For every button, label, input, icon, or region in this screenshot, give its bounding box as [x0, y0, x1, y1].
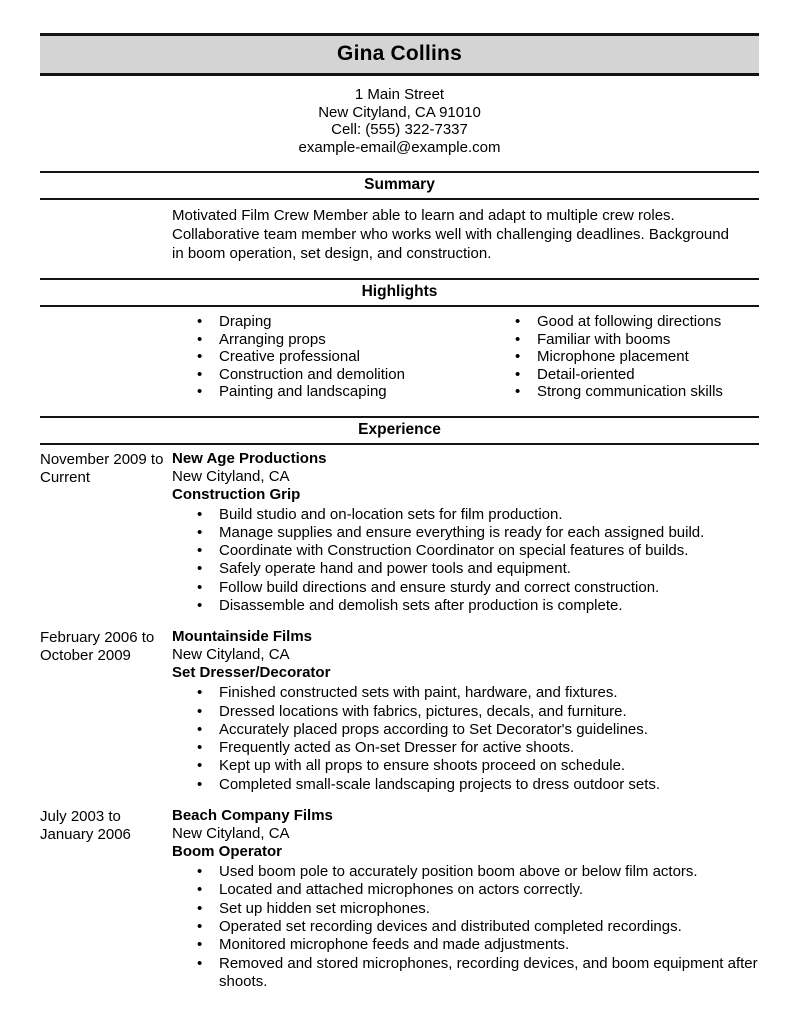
- job-bullet: • Coordinate with Construction Coordinator on special features of builds.: [197, 542, 759, 560]
- job-dates: [40, 807, 172, 991]
- job-bullet: • Monitored microphone feeds and made adjustments.: [197, 936, 759, 954]
- job-bullet: • Build studio and on-location sets for film production.: [197, 506, 759, 524]
- job-bullet: • Finished constructed sets with paint, hardware, and fixtures.: [197, 684, 759, 702]
- contact-email: example-email@example.com: [298, 138, 501, 156]
- job-bullet: • Used boom pole to accurately position boom above or below film actors.: [197, 863, 759, 881]
- section-experience: [40, 416, 759, 992]
- job-location: New Cityland, CA: [172, 825, 290, 843]
- job-bullet: • Operated set recording devices and distributed completed recordings.: [197, 918, 759, 936]
- job-bullet: • Set up hidden set microphones.: [197, 900, 759, 918]
- job-details: [172, 628, 759, 794]
- highlight-item: • Construction and demolition: [197, 366, 467, 384]
- job-bullet: • Accurately placed props according to Set Decorator's guidelines.: [197, 721, 759, 739]
- job-location: New Cityland, CA: [172, 467, 290, 485]
- highlights-list-left: [172, 313, 467, 401]
- highlight-item: • Creative professional: [197, 348, 467, 366]
- job-role: Set Dresser/Decorator: [172, 664, 331, 682]
- highlights-columns: [40, 313, 759, 401]
- job-bullet: • Safely operate hand and power tools and equipment.: [197, 560, 759, 578]
- highlight-item: • Familiar with booms: [515, 331, 723, 349]
- person-name: Gina Collins: [337, 42, 462, 65]
- job-bullets: [172, 684, 759, 794]
- summary-section-title: Summary: [40, 171, 759, 200]
- contact-address-line1: 1 Main Street: [354, 86, 445, 103]
- job-bullets: [172, 863, 759, 991]
- job-bullet: • Follow build directions and ensure sturdy and correct construction.: [197, 579, 759, 597]
- job-date-line: January 2006: [40, 826, 131, 844]
- job-location: New Cityland, CA: [172, 646, 290, 664]
- experience-job: [40, 450, 759, 616]
- contact-phone: Cell: (555) 322-7337: [331, 121, 468, 138]
- job-bullet: • Frequently acted as On-set Dresser for active shoots.: [197, 739, 759, 757]
- job-bullet: • Removed and stored microphones, recording devices, and boom equipment after shoots.: [197, 955, 759, 992]
- highlights-column-right: [490, 313, 723, 401]
- summary-text: Motivated Film Crew Member able to learn and adapt to multiple crew roles. Collaborative team member who works well with challenging deadlines. Background in boom operation, set design, and construction.: [172, 207, 729, 262]
- job-bullet: • Kept up with all props to ensure shoots proceed on schedule.: [197, 757, 759, 775]
- highlights-column-left: [172, 313, 467, 401]
- job-company: Mountainside Films: [172, 628, 313, 646]
- experience-section-title: Experience: [40, 416, 759, 445]
- job-dates: [40, 450, 172, 616]
- job-dates: [40, 628, 172, 794]
- job-bullet: • Manage supplies and ensure everything is ready for each assigned build.: [197, 524, 759, 542]
- job-date-line: October 2009: [40, 647, 131, 665]
- job-role: Boom Operator: [172, 843, 283, 861]
- contact-block: [40, 86, 759, 156]
- contact-address-line2: New Cityland, CA 91010: [318, 103, 481, 121]
- job-company: New Age Productions: [172, 449, 327, 467]
- highlight-item: • Microphone placement: [515, 348, 723, 366]
- experience-job: [40, 807, 759, 991]
- job-bullet: • Completed small-scale landscaping projects to dress outdoor sets.: [197, 776, 759, 794]
- job-company: Beach Company Films: [172, 807, 333, 825]
- name-banner: [40, 33, 759, 76]
- job-date-line: November 2009 to: [40, 450, 164, 468]
- job-details: [172, 450, 759, 616]
- job-date-line: July 2003 to: [40, 808, 121, 826]
- highlight-item: • Strong communication skills: [515, 383, 723, 401]
- highlight-item: • Arranging props: [197, 331, 467, 349]
- highlight-item: • Draping: [197, 313, 467, 331]
- job-bullet: • Dressed locations with fabrics, pictures, decals, and furniture.: [197, 703, 759, 721]
- highlights-list-right: [490, 313, 723, 401]
- highlights-section-title: Highlights: [40, 278, 759, 307]
- section-summary: [40, 171, 759, 263]
- highlight-item: • Detail-oriented: [515, 366, 723, 384]
- job-bullet: • Located and attached microphones on actors correctly.: [197, 881, 759, 899]
- highlight-item: • Good at following directions: [515, 313, 723, 331]
- job-date-line: Current: [40, 468, 91, 486]
- job-bullet: • Disassemble and demolish sets after production is complete.: [197, 597, 759, 615]
- job-details: [172, 807, 759, 991]
- section-highlights: [40, 278, 759, 401]
- experience-jobs: [40, 450, 759, 992]
- job-role: Construction Grip: [172, 485, 301, 503]
- job-bullets: [172, 506, 759, 616]
- experience-job: [40, 628, 759, 794]
- highlight-item: • Painting and landscaping: [197, 383, 467, 401]
- job-date-line: February 2006 to: [40, 629, 155, 647]
